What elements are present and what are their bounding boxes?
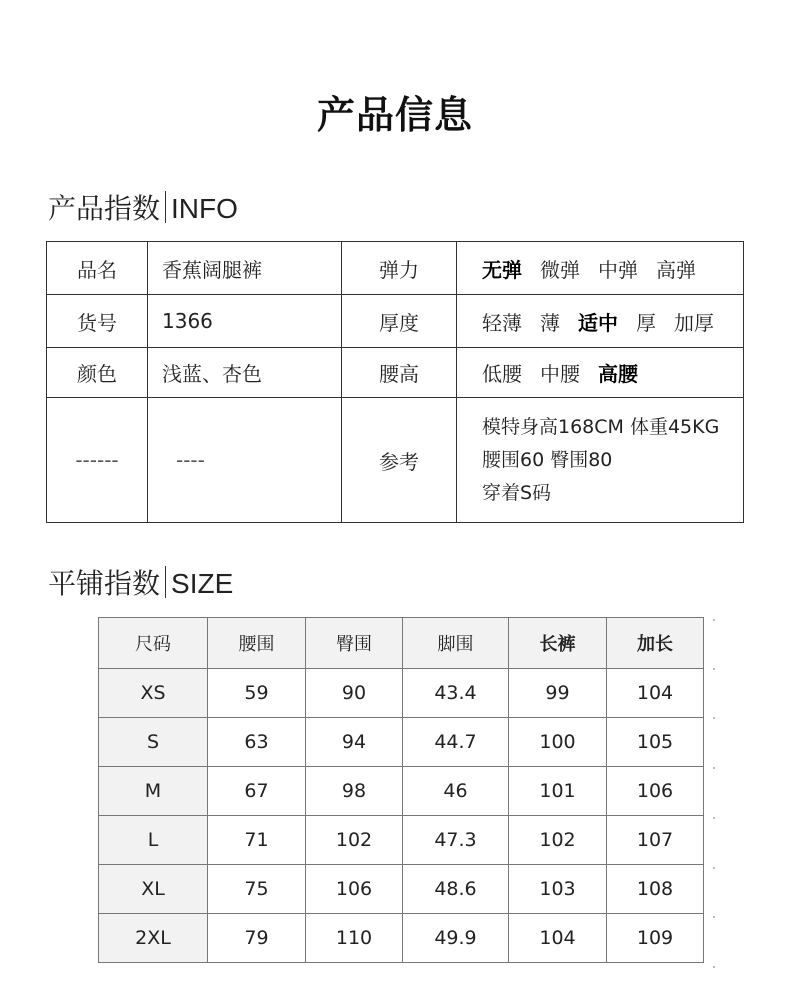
size-header-cell: 脚围	[403, 618, 509, 669]
size-row	[99, 865, 704, 914]
size-header-row	[99, 618, 704, 669]
info-section-heading	[48, 187, 238, 227]
size-row	[99, 767, 704, 816]
edge-mark	[713, 867, 715, 869]
size-row	[99, 718, 704, 767]
thickness-label: 厚度	[342, 295, 457, 348]
size-value-cell: 43.4	[403, 669, 509, 718]
size-value-cell: 106	[306, 865, 403, 914]
page-title: 产品信息	[316, 93, 473, 137]
size-value-cell: 79	[208, 914, 306, 963]
size-value-cell: 104	[509, 914, 607, 963]
info-row-sku	[47, 295, 744, 348]
edge-mark	[713, 916, 715, 918]
size-value-cell: 107	[607, 816, 704, 865]
size-value-cell: 75	[208, 865, 306, 914]
edge-mark	[713, 619, 715, 621]
info-row-reference	[47, 398, 744, 523]
reference-value	[457, 398, 744, 523]
size-header-cell: 加长	[607, 618, 704, 669]
sku-value: 1366	[148, 295, 342, 348]
info-row-name	[47, 242, 744, 295]
size-label-cell: XS	[99, 669, 208, 718]
size-header-cell: 长裤	[509, 618, 607, 669]
color-value: 浅蓝、杏色	[148, 348, 342, 398]
elasticity-label: 弹力	[342, 242, 457, 295]
name-label: 品名	[47, 242, 148, 295]
size-row	[99, 669, 704, 718]
size-value-cell: 102	[306, 816, 403, 865]
size-value-cell: 67	[208, 767, 306, 816]
size-section-heading	[48, 562, 233, 602]
reference-line: 模特身高168CM 体重45KG	[482, 415, 720, 438]
size-value-cell: 101	[509, 767, 607, 816]
size-value-cell: 109	[607, 914, 704, 963]
size-header-cell: 腰围	[208, 618, 306, 669]
size-label-cell: XL	[99, 865, 208, 914]
option: 薄	[540, 310, 560, 335]
edge-mark	[713, 717, 715, 719]
option: 中弹	[598, 257, 638, 282]
size-label-cell: M	[99, 767, 208, 816]
size-value-cell: 98	[306, 767, 403, 816]
reference-label: 参考	[342, 398, 457, 523]
product-info-table	[46, 241, 744, 523]
info-row-color	[47, 348, 744, 398]
heading-divider	[165, 566, 166, 598]
size-value-cell: 63	[208, 718, 306, 767]
option-selected: 高腰	[598, 362, 638, 386]
thickness-options	[457, 295, 744, 348]
edge-mark	[713, 817, 715, 819]
name-value: 香蕉阔腿裤	[148, 242, 342, 295]
edge-mark	[713, 767, 715, 769]
size-value-cell: 47.3	[403, 816, 509, 865]
size-value-cell: 48.6	[403, 865, 509, 914]
size-value-cell: 108	[607, 865, 704, 914]
option: 高弹	[656, 257, 696, 282]
size-value-cell: 110	[306, 914, 403, 963]
size-table	[98, 617, 704, 963]
info-heading-cn: 产品指数	[48, 192, 161, 225]
size-value-cell: 44.7	[403, 718, 509, 767]
option-selected: 适中	[578, 310, 618, 335]
option: 厚	[636, 310, 656, 335]
size-label-cell: L	[99, 816, 208, 865]
option: 低腰	[482, 362, 522, 386]
color-label: 颜色	[47, 348, 148, 398]
waist-options	[457, 348, 744, 398]
size-value-cell: 102	[509, 816, 607, 865]
edge-mark	[713, 966, 715, 968]
size-value-cell: 49.9	[403, 914, 509, 963]
size-value-cell: 99	[509, 669, 607, 718]
option: 微弹	[540, 257, 580, 282]
blank-label: ------	[47, 398, 148, 523]
reference-line: 穿着S码	[482, 481, 552, 504]
size-heading-cn: 平铺指数	[48, 567, 161, 600]
blank-value: ----	[148, 398, 342, 523]
size-label-cell: 2XL	[99, 914, 208, 963]
size-value-cell: 105	[607, 718, 704, 767]
edge-mark	[713, 668, 715, 670]
info-heading-en: INFO	[171, 193, 238, 224]
size-value-cell: 71	[208, 816, 306, 865]
heading-divider	[165, 191, 166, 223]
size-value-cell: 106	[607, 767, 704, 816]
size-header-cell: 尺码	[99, 618, 208, 669]
size-header-cell: 臀围	[306, 618, 403, 669]
option: 加厚	[674, 310, 714, 335]
sku-label: 货号	[47, 295, 148, 348]
option: 中腰	[540, 362, 580, 386]
option-selected: 无弹	[482, 257, 522, 282]
size-value-cell: 94	[306, 718, 403, 767]
size-heading-en: SIZE	[171, 568, 234, 599]
option: 轻薄	[482, 310, 522, 335]
size-value-cell: 103	[509, 865, 607, 914]
size-value-cell: 90	[306, 669, 403, 718]
size-row	[99, 914, 704, 963]
size-value-cell: 100	[509, 718, 607, 767]
size-value-cell: 46	[403, 767, 509, 816]
waist-label: 腰高	[342, 348, 457, 398]
size-label-cell: S	[99, 718, 208, 767]
reference-line: 腰围60 臀围80	[482, 448, 613, 471]
size-value-cell: 104	[607, 669, 704, 718]
size-value-cell: 59	[208, 669, 306, 718]
size-row	[99, 816, 704, 865]
elasticity-options	[457, 242, 744, 295]
